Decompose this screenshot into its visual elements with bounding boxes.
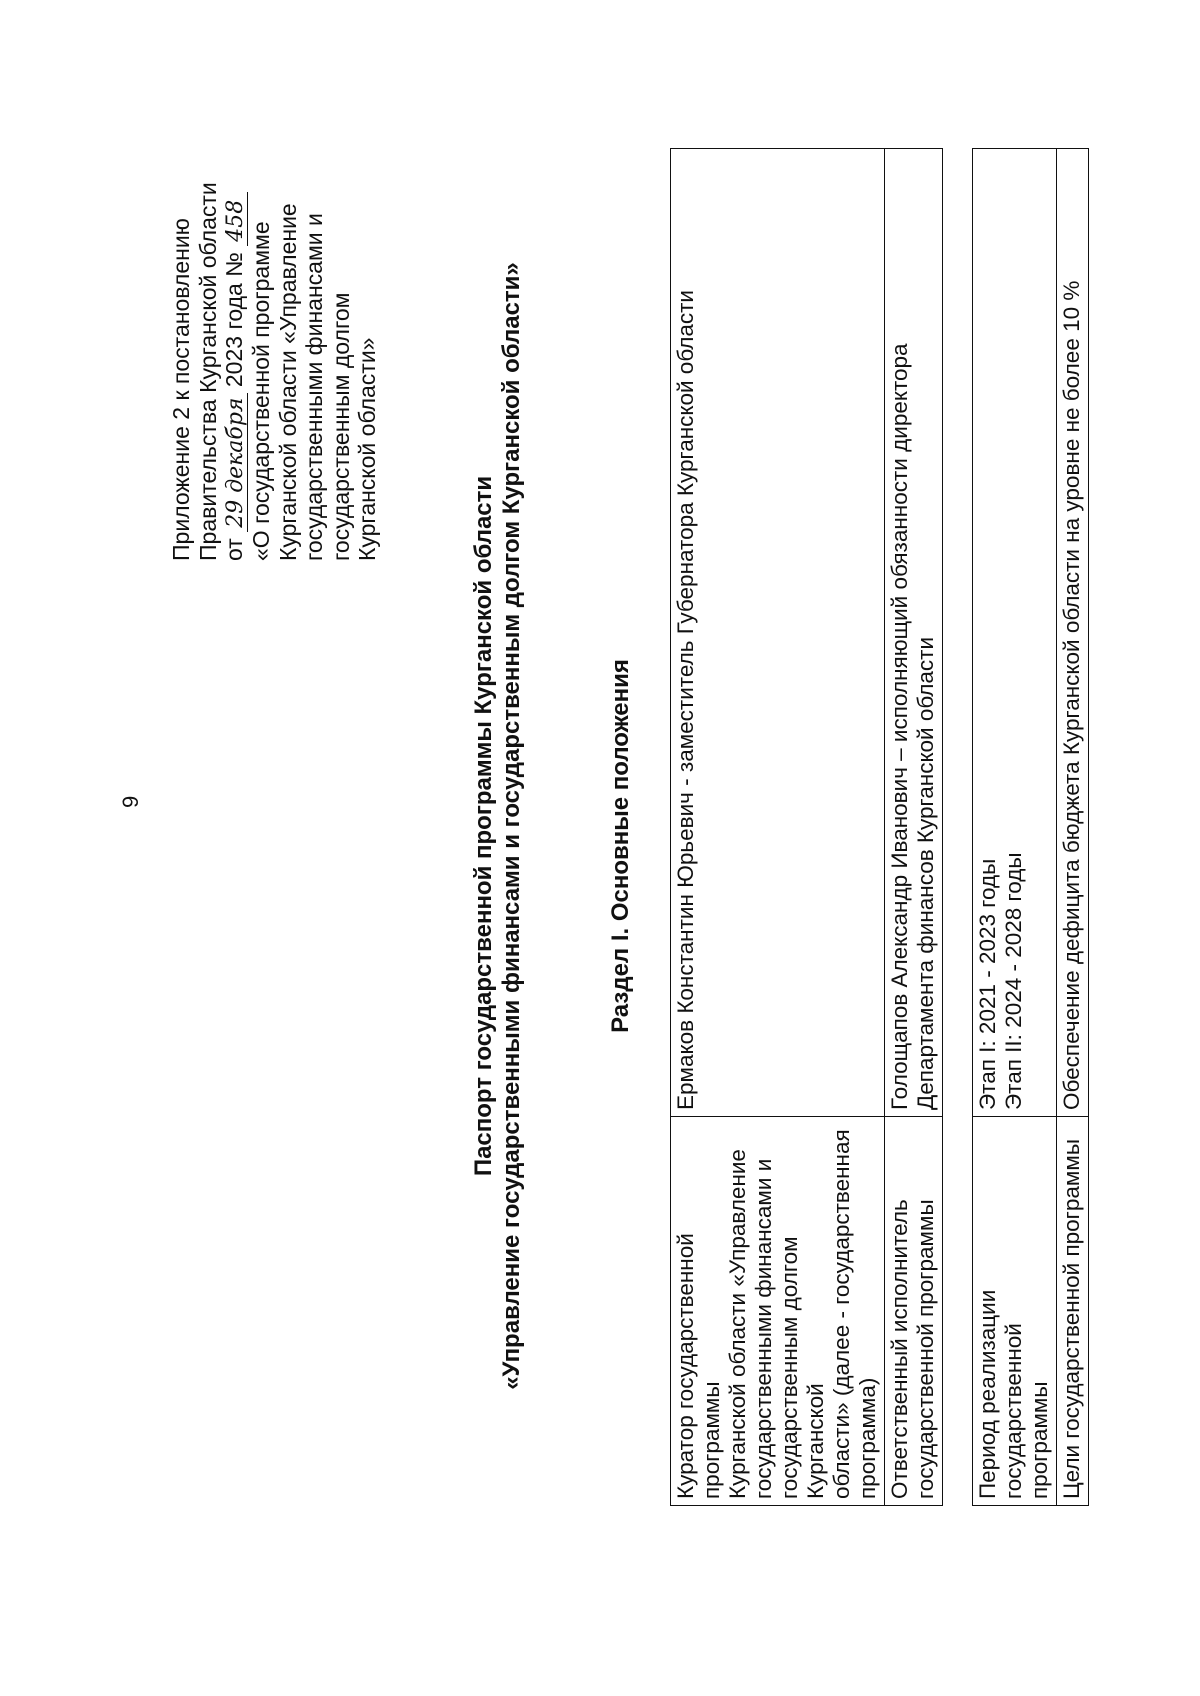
cell-line: Обеспечение дефицита бюджета Курганской области на уровне не более 10 %: [1059, 280, 1084, 1110]
table-cell-label: [973, 1117, 1057, 1506]
appendix-line: государственными финансами и: [301, 213, 327, 561]
appendix-line: Курганской области «Управление: [274, 203, 301, 561]
cell-line: Цели государственной программы: [1059, 1139, 1084, 1499]
handwritten-number: 458: [225, 192, 248, 246]
passport-table-main: [670, 148, 943, 1506]
appendix-from-label: от: [221, 538, 247, 561]
page-number: 9: [118, 795, 143, 808]
table-row: [1057, 149, 1089, 1506]
cell-line: государственными финансами и: [751, 1158, 776, 1499]
cell-line: Ответственный исполнитель: [887, 1199, 912, 1499]
section-heading: Раздел I. Основные положения: [607, 659, 634, 1033]
table-cell-label: [1057, 1117, 1089, 1506]
passport-table-period: [972, 148, 1089, 1506]
table-cell-value: [671, 149, 885, 1117]
appendix-date-line: [221, 131, 248, 561]
cell-line: области» (далее - государственная: [829, 1129, 854, 1499]
table-cell-value: [885, 149, 943, 1117]
document-title: [470, 226, 526, 1426]
appendix-line: «О государственной программе: [248, 221, 274, 561]
appendix-block: [168, 131, 381, 561]
appendix-line: Курганской области»: [354, 337, 380, 561]
cell-line: Этап I: 2021 - 2023 годы: [975, 858, 1000, 1110]
table-cell-label: [885, 1117, 943, 1506]
cell-line: государственной программы: [913, 1199, 938, 1499]
table-cell-label: [671, 1117, 885, 1506]
table-row: [671, 149, 885, 1506]
passport-table-body: [671, 149, 943, 1506]
passport-table-body: [973, 149, 1089, 1506]
cell-line: Департамента финансов Курганской области: [913, 636, 938, 1110]
title-line: Паспорт государственной программы Курганской области: [470, 475, 497, 1177]
table-row: [885, 149, 943, 1506]
appendix-line: государственным долгом: [327, 292, 354, 561]
cell-line: государственным долгом Курганской: [777, 1236, 828, 1499]
title-line: «Управление государственными финансами и государственным долгом Курганской области»: [498, 262, 525, 1390]
table-cell-value: [1057, 149, 1089, 1117]
appendix-year-label: 2023 года №: [221, 252, 247, 388]
appendix-line: Приложение 2 к постановлению: [168, 218, 194, 561]
handwritten-date: 29 декабря: [225, 394, 248, 532]
appendix-line: Правительства Курганской области: [194, 182, 221, 561]
cell-line: Этап II: 2024 - 2028 годы: [1001, 852, 1026, 1110]
cell-line: программа): [855, 1377, 880, 1499]
table-cell-value: [973, 149, 1057, 1117]
cell-line: Курганской области «Управление: [725, 1149, 750, 1499]
cell-line: Куратор государственной программы: [673, 1233, 724, 1499]
cell-line: Голощапов Александр Иванович – исполняющий обязанности директора: [887, 343, 912, 1110]
cell-line: программы: [1027, 1381, 1052, 1499]
cell-line: Ермаков Константин Юрьевич - заместитель Губернатора Курганской области: [673, 290, 698, 1110]
table-row: [973, 149, 1057, 1506]
cell-line: Период реализации государственной: [975, 1289, 1026, 1499]
